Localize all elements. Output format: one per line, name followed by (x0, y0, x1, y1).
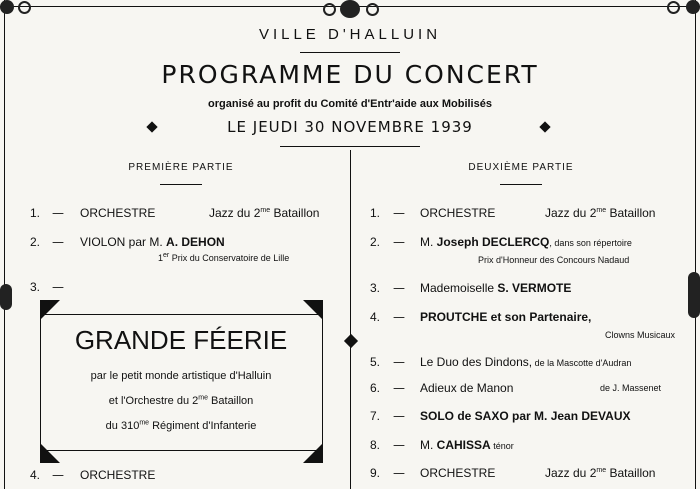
concert-date: LE JEUDI 30 NOVEMBRE 1939 (227, 118, 473, 136)
box-corner-ornament (40, 300, 60, 320)
corner-ornament (323, 3, 336, 16)
town-heading: VILLE D'HALLUIN (258, 26, 442, 43)
feerie-line: et l'Orchestre du $2^{me}$ Bataillon (108, 394, 254, 407)
corner-ornament (686, 0, 700, 14)
subtitle: organisé au profit du Comité d'Entr'aide aux Mobilisés (208, 98, 492, 110)
side-ornament (688, 272, 700, 318)
concert-programme: VILLE D'HALLUIN PROGRAMME DU CONCERT organisé au profit du Comité d'Entr'aide aux Mobilisés LE JEUDI 30 NOVEMBRE 1939 PREMIÈRE PARTIE 1. — ORCHESTRE Jazz du $2^{me}$ Bataillon 2. — VIOLON par M. A. DEHON 1er Prix du Conservatoire de Lille 3. — GRANDE FÉERIE par le petit monde artistique d'Halluin et l'Orchestre du $2^{me}$ Bataillon du $310^{me}$ Régiment d'Infanterie 4. — ORCHESTRE DEUXIÈME PARTIE 1. — ORCHESTRE Jazz du $2^{me}$ Bataillon 2. — M. Joseph DECLERCQ, dans son répertoire Prix d'Honneur des Concours Nadaud 3. — Mademoiselle S. VERMOTE 4. — PROUTCHE et son Partenaire, Clowns Musicaux 5. — Le Duo des Dindons, de la Mascotte d'Audran 6. — Adieux de Manon de J. Massenet 7. — SOLO de SAXO par M. Jean DEVAUX 8. — M. CAHISSA ténor 9. — ORCHESTRE Jazz du $2^{me}$ Bataillon (0, 0, 700, 489)
part-two-heading: DEUXIÈME PARTIE (468, 162, 574, 173)
corner-ornament (0, 0, 14, 14)
heading-rule (160, 184, 202, 185)
heading-rule (500, 184, 542, 185)
divider-diamond-icon (344, 334, 358, 348)
box-corner-ornament (40, 443, 60, 463)
date-diamond-icon (146, 121, 157, 132)
feerie-title: GRANDE FÉERIE (74, 325, 288, 355)
box-corner-ornament (303, 300, 323, 320)
left-border (4, 0, 5, 489)
part-one-heading: PREMIÈRE PARTIE (128, 162, 234, 173)
corner-ornament (667, 1, 680, 14)
date-diamond-icon (539, 121, 550, 132)
feerie-line: par le petit monde artistique d'Halluin (90, 370, 272, 382)
header-rule (280, 146, 420, 147)
feerie-line: du $310^{me}$ Régiment d'Infanterie (105, 419, 257, 432)
side-ornament (0, 284, 12, 310)
box-corner-ornament (303, 443, 323, 463)
right-border (695, 0, 696, 489)
page-title: PROGRAMME DU CONCERT (161, 60, 539, 89)
corner-ornament (340, 0, 360, 18)
center-divider (350, 150, 351, 489)
corner-ornament (366, 3, 379, 16)
header-rule (300, 52, 400, 53)
corner-ornament (18, 1, 31, 14)
